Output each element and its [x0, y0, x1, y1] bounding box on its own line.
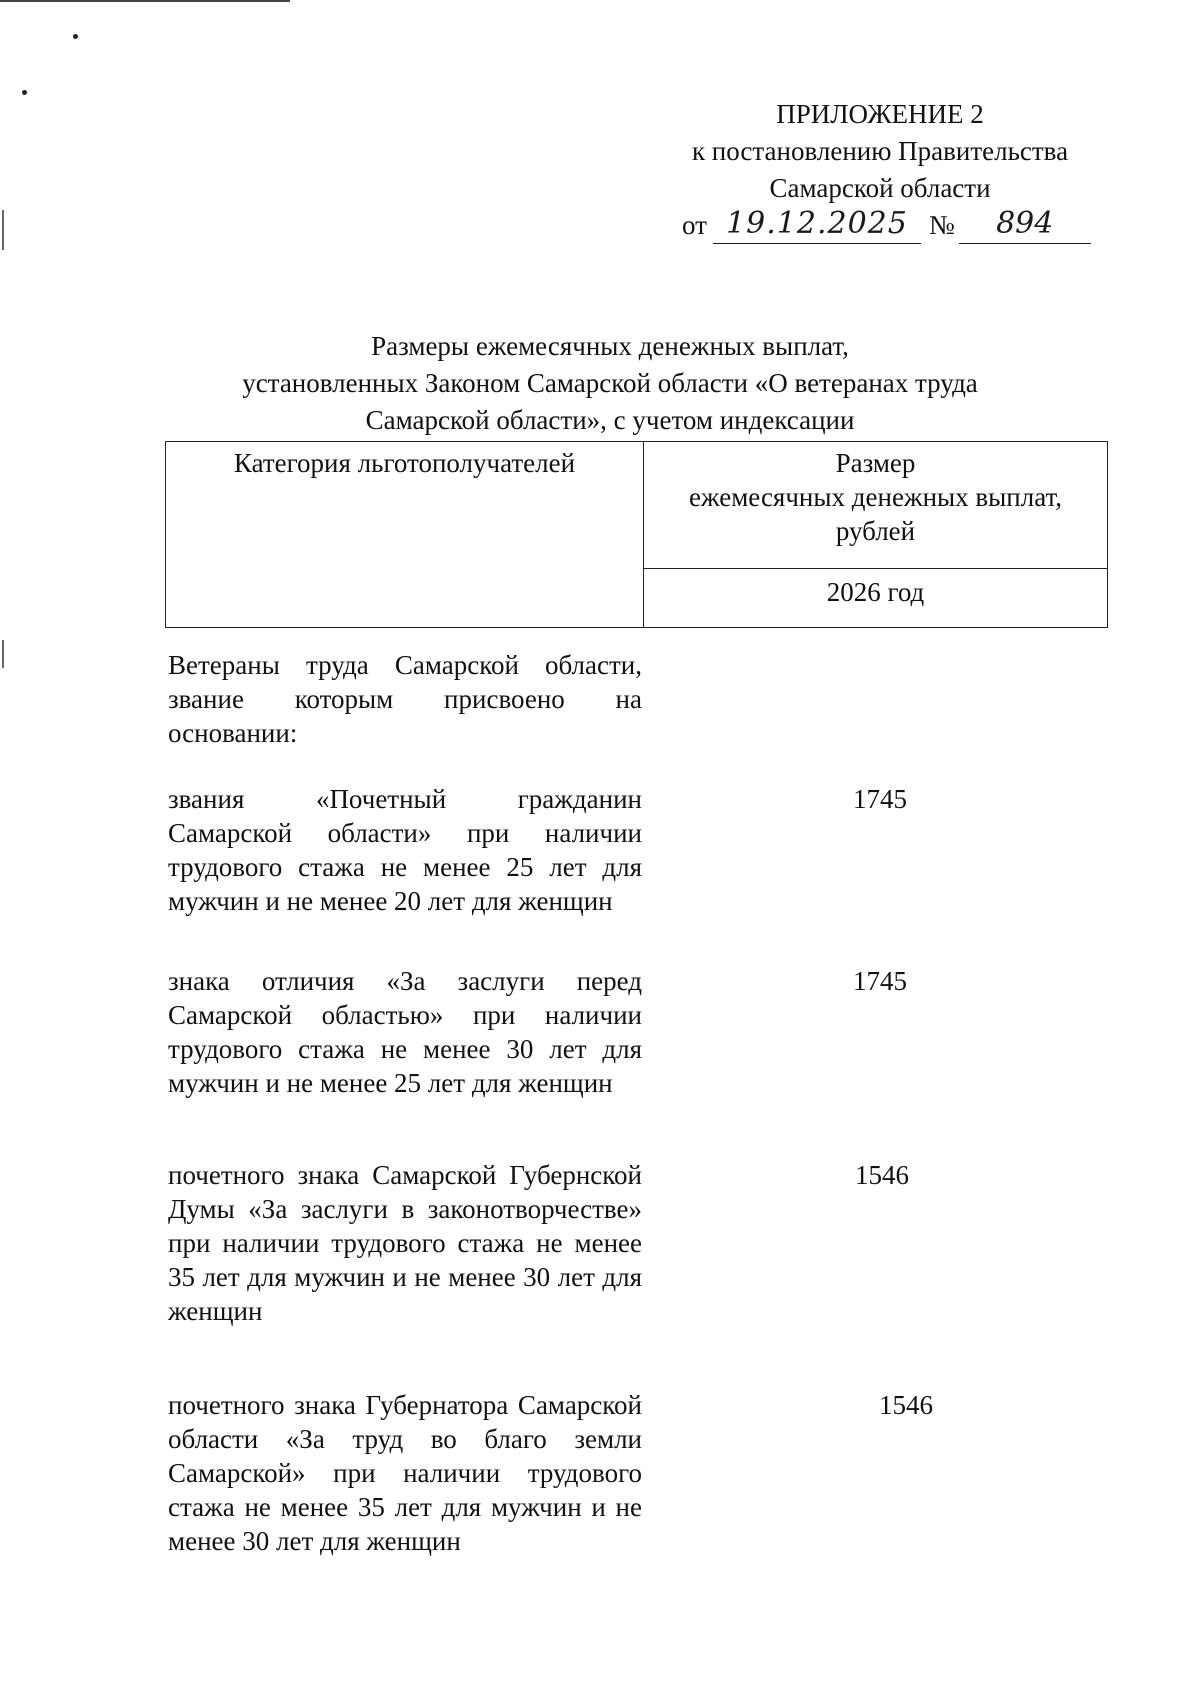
document-title: [140, 328, 1080, 439]
appendix-line-region: Самарской области: [769, 173, 991, 203]
table-row-text: знака отличия «За заслуги перед Самарской областью» при наличии трудового стажа не менее 30 лет для мужчин и не менее 25 лет для женщин: [168, 966, 642, 1098]
column-header-category: Категория льготополучателей: [166, 442, 644, 627]
title-line-1: Размеры ежемесячных денежных выплат,: [371, 331, 849, 361]
appendix-title: ПРИЛОЖЕНИЕ 2: [776, 99, 984, 129]
table-row-text: почетного знака Самарской Губернской Думы «За заслуги в законотворчестве» при наличии трудового стажа не менее 35 лет для мужчин и не менее 30 лет для женщин: [168, 1160, 642, 1326]
appendix-line-resolution: к постановлению Правительства: [691, 136, 1069, 166]
scan-artifact-dot: [73, 34, 78, 39]
date-label: от: [682, 210, 707, 240]
scan-artifact-edge: [2, 640, 4, 668]
amount-header-line-1: Размер: [835, 448, 916, 478]
table-row-value: 1546: [855, 1160, 909, 1190]
appendix-header: [660, 96, 1100, 244]
column-header-amount: [644, 442, 1107, 569]
table-row-value: 1745: [853, 784, 907, 814]
scan-artifact-edge: [2, 210, 4, 250]
table-row-text: почетного знака Губернатора Самарской области «За труд во благо земли Самарской» при наличии трудового стажа не менее 35 лет для мужчин и не менее 30 лет для женщин: [168, 1390, 642, 1556]
number-label: №: [928, 210, 955, 240]
scan-artifact-dot: [22, 90, 27, 95]
column-header-year: 2026 год: [826, 577, 925, 607]
handwritten-date: 19.12.2025: [713, 209, 921, 244]
scan-artifact-line: [0, 0, 290, 2]
title-line-2: установленных Законом Самарской области «О ветеранах труда: [242, 368, 978, 398]
category-intro: Ветераны труда Самарской области, звание которым присвоено на основании:: [168, 650, 642, 748]
amount-header-line-2: ежемесячных денежных выплат,: [688, 482, 1063, 512]
amount-header-line-3: рублей: [835, 516, 916, 546]
title-line-3: Самарской области», с учетом индексации: [365, 405, 855, 435]
table-header: [165, 441, 1108, 628]
table-row-value: 1546: [879, 1390, 933, 1420]
table-row-text: звания «Почетный гражданин Самарской области» при наличии трудового стажа не менее 25 лет для мужчин и не менее 20 лет для женщин: [168, 784, 642, 916]
date-number-line: [682, 207, 1100, 244]
table-row-value: 1745: [853, 966, 907, 996]
handwritten-number: 894: [959, 209, 1091, 244]
